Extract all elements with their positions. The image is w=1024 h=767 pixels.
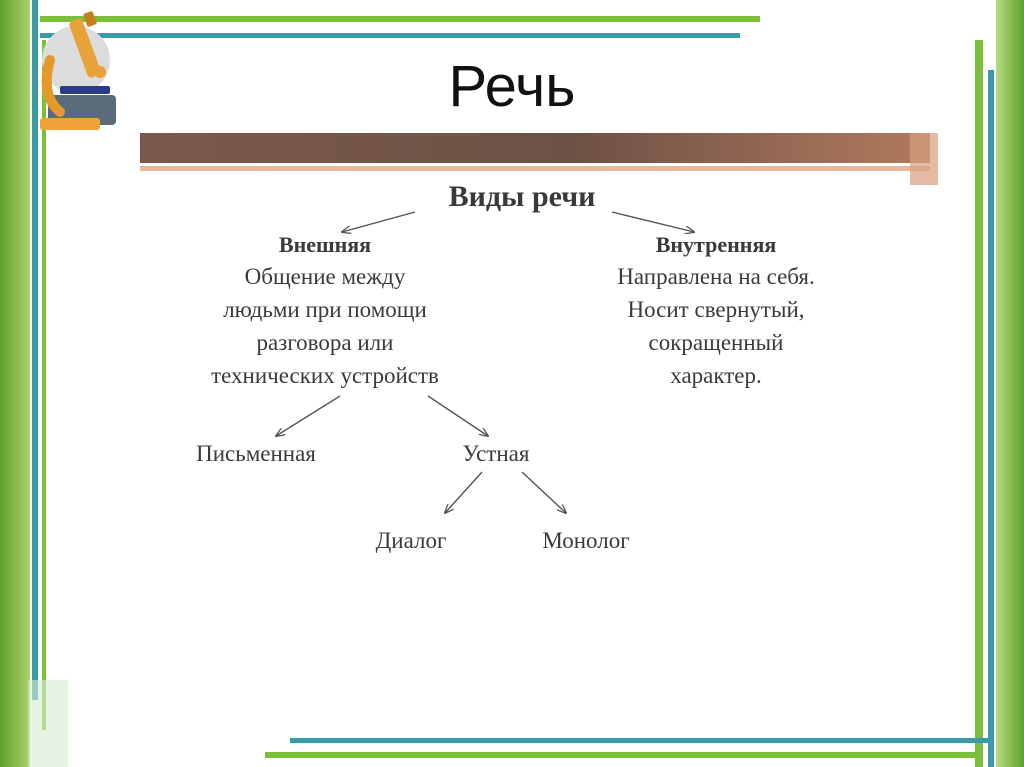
diagram-root-label: Виды речи <box>448 180 596 213</box>
internal-line-4: характер. <box>670 363 762 388</box>
internal-line-3: сокращенный <box>648 330 784 355</box>
external-line-1: Общение между <box>244 264 406 289</box>
monolog-label: Монолог <box>542 528 630 553</box>
arrow-external-written <box>276 396 340 436</box>
external-heading: Внешняя <box>278 232 372 257</box>
internal-heading: Внутренняя <box>655 232 777 257</box>
arrow-oral-monolog <box>522 472 566 513</box>
arrow-root-external <box>342 212 415 232</box>
internal-line-1: Направлена на себя. <box>617 264 815 289</box>
arrow-oral-dialog <box>445 472 482 513</box>
external-line-3: разговора или <box>256 330 394 355</box>
internal-line-2: Носит свернутый, <box>627 297 805 322</box>
external-line-4: технических устройств <box>211 363 439 388</box>
slide-title: Речь <box>448 54 576 119</box>
written-label: Письменная <box>196 441 316 466</box>
oral-label: Устная <box>462 441 530 466</box>
arrow-root-internal <box>612 212 694 232</box>
arrow-external-oral <box>428 396 488 436</box>
external-line-2: людьми при помощи <box>223 297 427 322</box>
dialog-label: Диалог <box>375 528 447 553</box>
